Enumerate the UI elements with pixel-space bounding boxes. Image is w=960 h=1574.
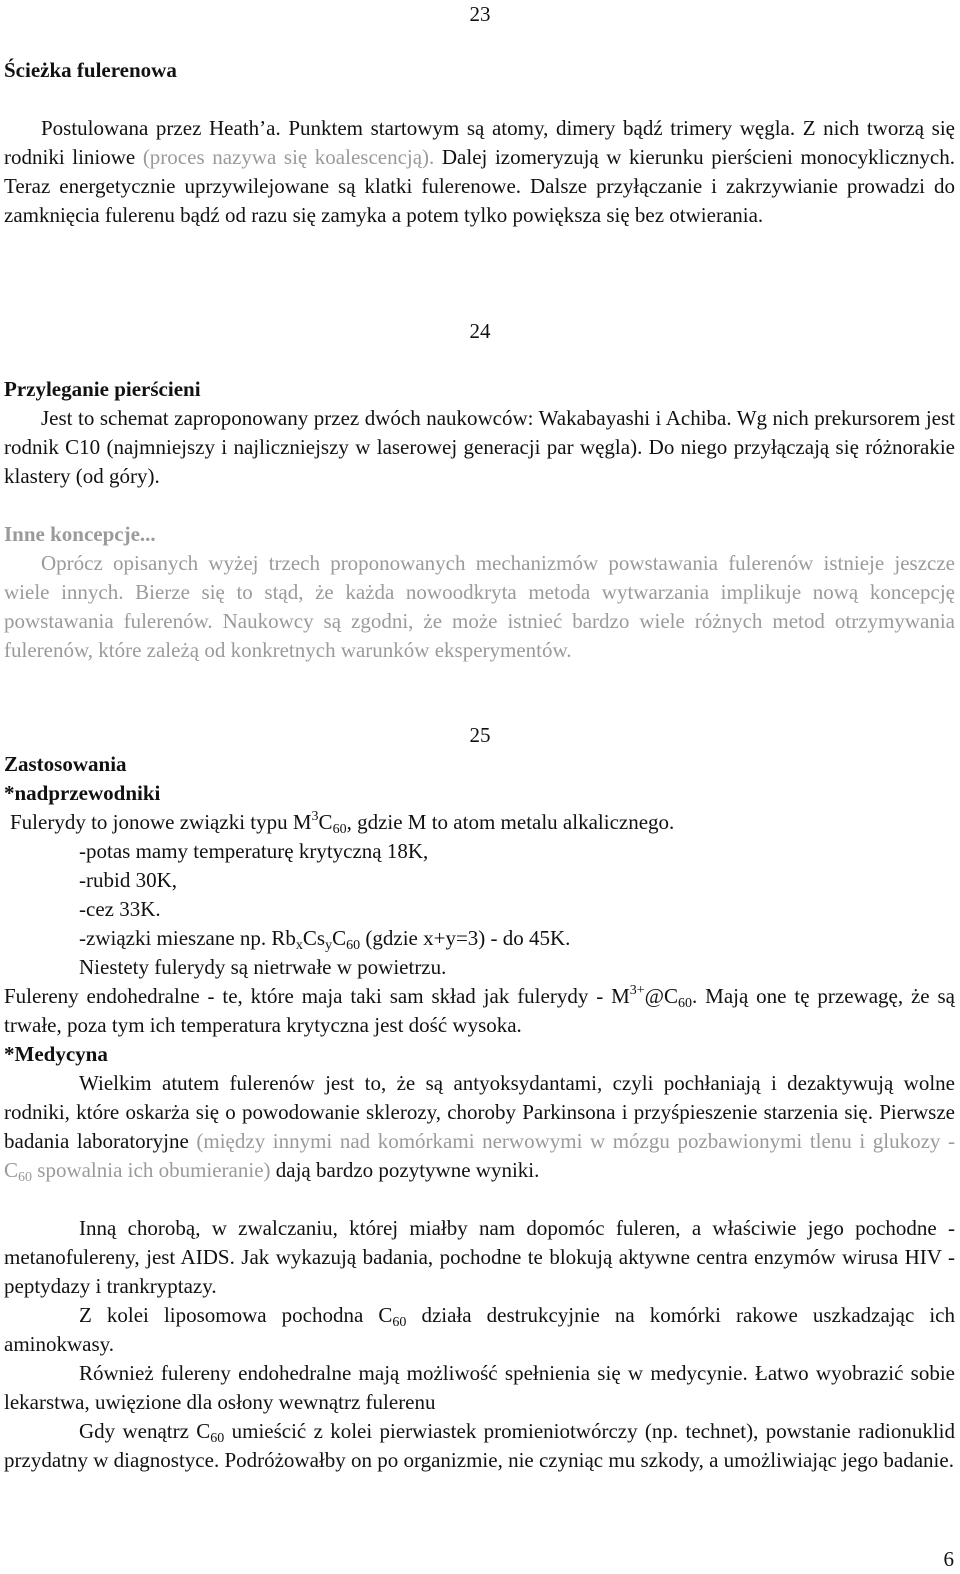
text-fragment: dają bardzo pozytywne wyniki. (270, 1158, 540, 1182)
subscript: 60 (346, 938, 361, 953)
grey-text-fragment: (między innymi nad komórkami nerwowymi w mózgu pozbawionymi tlenu i glukozy - C (4, 1129, 955, 1182)
paragraph-aids: Inną chorobą, w zwalczaniu, której miałby nam dopomóc fuleren, a właściwie jego pochodne - metanofulereny, jest AIDS. Jak wykazują badania, pochodne te blokują aktywne centra enzymów wirusa HIV - peptydazy i trankryptazy. (4, 1216, 955, 1298)
text-fragment: umieścić z kolei pierwiastek promieniotwórczy (np. technet), powstanie radionuklid przydatny w diagnostyce. Podróżowałby on po organizmie, nie czyniąc mu szkody, a umożliwiając jego badanie. (4, 1419, 955, 1472)
text-fragment: . Mają one tę przewagę, że są trwałe, poza tym ich temperatura krytyczna jest dość wysoka. (4, 984, 955, 1037)
section-title-ring-adhesion: Przyleganie pierścieni (4, 377, 201, 401)
superscript: 3+ (629, 983, 645, 998)
page-number-25: 25 (469, 723, 491, 747)
subscript: y (325, 938, 333, 953)
page-number-23: 23 (469, 2, 491, 26)
section-title-applications: Zastosowania (4, 752, 127, 776)
text-fragment: Wielkim atutem fulerenów jest to, że są antyoksydantami, czyli pochłaniają i dezaktywują wolne rodniki, które oskarża się o powodowanie sklerozy, choroby Parkinsona i przyśpieszenie starzenia się. Pierwsze badania laboratoryjne (4, 1071, 955, 1153)
list-item: -potas mamy temperaturę krytyczną 18K, (79, 839, 429, 863)
paragraph-endohedral-medicine: Również fulereny endohedralne mają możliwość spełnienia się w medycynie. Łatwo wyobrazić sobie lekarstwa, uwięzione dla osłony wewnątrz fulerenu (4, 1361, 955, 1414)
subscript: 60 (678, 996, 693, 1011)
text-fragment: Fulerydy to jonowe związki typu M (10, 810, 312, 834)
text-fragment: Dalej izomeryzują w kierunku pierścieni monocyklicznych. Teraz energetycznie uprzywilejowane są klatki fulerenowe. Dalsze przyłączanie i zakrzywianie prowadzi do zamknięcia fulerenu bądź od razu się zamyka a potem tylko powiększa się bez otwierania. (4, 145, 956, 227)
list-item: -rubid 30K, (79, 868, 177, 892)
text-fragment: Z kolei liposomowa pochodna C (79, 1303, 393, 1327)
subscript: x (295, 938, 303, 953)
subscript: 60 (392, 1315, 407, 1330)
text-fragment: @C (644, 984, 679, 1008)
grey-text-fragment: spowalnia ich obumieranie) (32, 1158, 271, 1182)
paragraph-other-concepts: Oprócz opisanych wyżej trzech proponowanych mechanizmów powstawania fulerenów istnieje jeszcze wiele innych. Bierze się to stąd, że każda nowoodkryta metoda wytwarzania implikuje nową koncepcję powstawania fulerenów. Naukowcy są zgodni, że może istnieć bardzo wiele różnych metod otrzymywania fulerenów, które zależą od konkretnych warunków eksperymentów. (4, 551, 955, 662)
text-fragment: C (332, 926, 347, 950)
subsection-title-medicine: *Medycyna (4, 1042, 108, 1066)
page-number-26: 6 (943, 1547, 954, 1571)
list-item-unstable: Niestety fulerydy są nietrwałe w powietrzu. (79, 955, 447, 979)
list-item-mixed-compounds (4, 924, 960, 953)
text-fragment: (gdzie x+y=3) - do 45K. (360, 926, 571, 950)
text-fragment: działa destrukcyjnie na komórki rakowe uszkadzając ich aminokwasy. (4, 1303, 955, 1356)
text-fragment: Gdy wenątrz C (79, 1419, 211, 1443)
subscript: 60 (210, 1431, 225, 1446)
text-fragment: Postulowana przez Heath’a. Punktem startowym są atomy, dimery bądź trimery węgla. Z nich tworzą się rodniki liniowe (4, 116, 955, 169)
subscript: 60 (332, 822, 347, 837)
text-fragment: Cs (302, 926, 326, 950)
subscript: 60 (18, 1170, 33, 1185)
list-item: -cez 33K. (79, 897, 161, 921)
text-fragment: Fulereny endohedralne - te, które maja taki sam skład jak fulerydy - M (4, 984, 630, 1008)
text-fragment: , gdzie M to atom metalu alkalicznego. (346, 810, 675, 834)
grey-text-fragment: (proces nazywa się koalescencją). (142, 145, 435, 169)
paragraph-fullerides (4, 808, 960, 837)
paragraph-antioxidants (4, 1069, 955, 1185)
paragraph-liposome (4, 1301, 955, 1359)
subsection-title-superconductors: *nadprzewodniki (4, 781, 161, 805)
paragraph-ring-adhesion: Jest to schemat zaproponowany przez dwóch naukowców: Wakabayashi i Achiba. Wg nich prekursorem jest rodnik C10 (najmniejszy i najliczniejszy w laserowej generacji par węgla). Do niego przyłączają się różnorakie klastery (od góry). (4, 406, 955, 488)
paragraph-radionuclide (4, 1417, 955, 1475)
paragraph-endohedral (4, 982, 955, 1040)
section-title-fullerene-path: Ścieżka fulerenowa (4, 58, 177, 82)
superscript: 3 (311, 809, 319, 824)
section-title-other-concepts: Inne koncepcje... (4, 522, 156, 546)
page-number-24: 24 (469, 319, 491, 343)
text-fragment: C (318, 810, 333, 834)
paragraph-fullerene-path (4, 114, 955, 230)
text-fragment: -związki mieszane np. Rb (79, 926, 296, 950)
